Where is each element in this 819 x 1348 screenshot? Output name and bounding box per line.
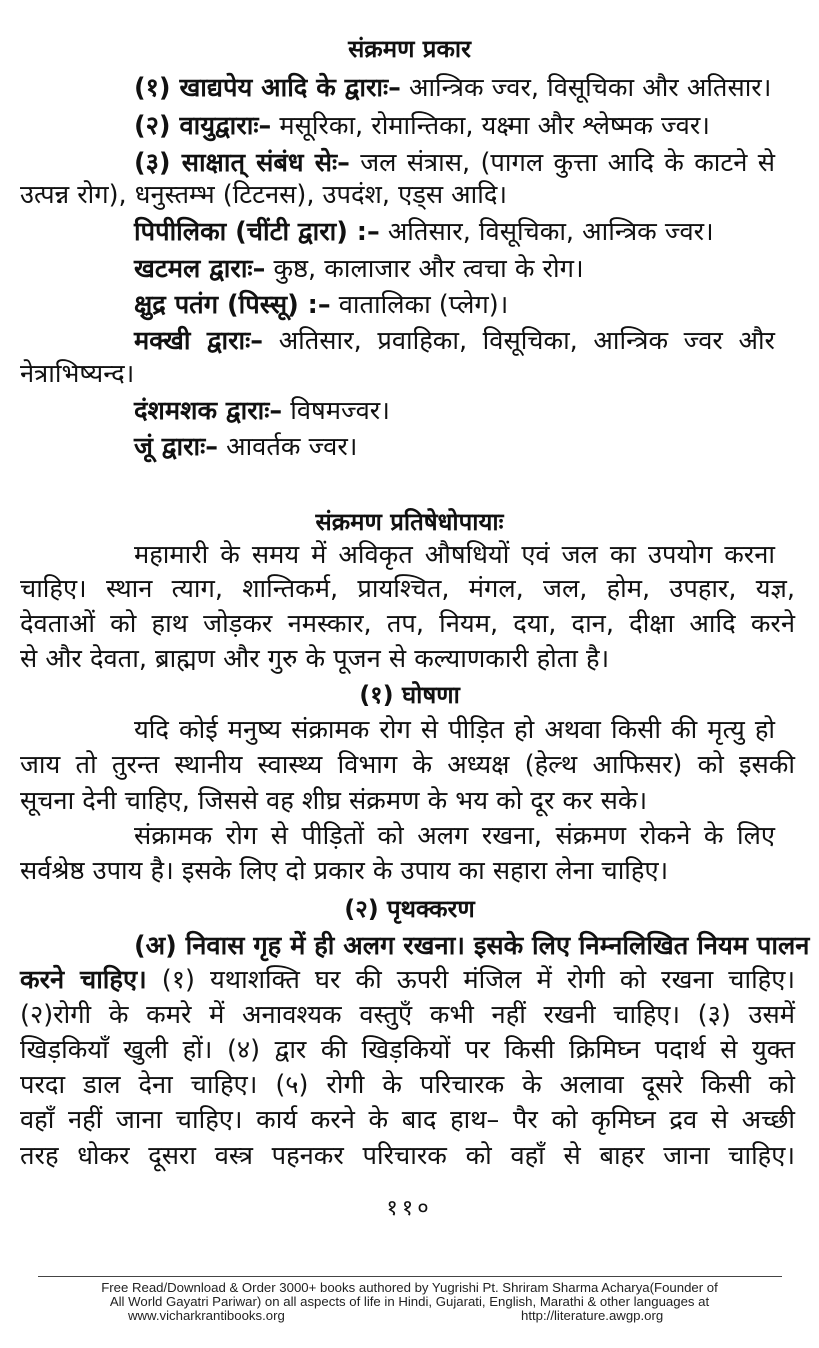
- item-text: जल संत्रास, (पागल कुत्ता आदि के काटने से: [349, 148, 775, 178]
- item-kshudra: [134, 288, 508, 322]
- item-pipilika: [134, 215, 714, 249]
- item-label: पिपीलिका (चींटी द्वारा) :–: [134, 217, 380, 247]
- footer-divider: [38, 1276, 782, 1277]
- item-label: (३) साक्षात् संबंध सेः–: [134, 148, 350, 178]
- heading-sankraman-prakar: संक्रमण प्रकार: [348, 35, 471, 63]
- heading-ghoshna: (१) घोषणा: [359, 681, 460, 709]
- item-khatmal: [134, 252, 584, 286]
- item-label: दंशमशक द्वाराः–: [134, 396, 283, 426]
- para-line: सर्वश्रेष्ठ उपाय है। इसके लिए दो प्रकार के उपाय का सहारा लेना चाहिए।: [20, 856, 669, 886]
- para-line: से और देवता, ब्राह्मण और गुरु के पूजन से कल्याणकारी होता है।: [20, 644, 610, 674]
- heading-pratishedhopaya: संक्रमण प्रतिषेधोपायाः: [315, 508, 504, 536]
- para-line: वहाँ नहीं जाना चाहिए। कार्य करने के बाद हाथ– पैर को कृमिघ्न द्रव से अच्छी: [20, 1105, 795, 1135]
- item-joon: [134, 430, 357, 464]
- item-3-cont: उत्पन्न रोग), धनुस्तम्भ (टिटनस), उपदंश, एड्स आदि।: [20, 180, 508, 210]
- para-line: तरह धोकर दूसरा वस्त्र पहनकर परिचारक को वहाँ से बाहर जाना चाहिए।: [20, 1141, 795, 1171]
- para-line: संक्रामक रोग से पीड़ितों को अलग रखना, संक्रमण रोकने के लिए: [134, 821, 775, 851]
- para-line: सूचना देनी चाहिए, जिससे वह शीघ्र संक्रमण के भय को दूर कर सके।: [20, 786, 648, 816]
- footer-line-1: Free Read/Download & Order 3000+ books authored by Yugrishi Pt. Shriram Sharma Acharya(Founder of: [101, 1280, 718, 1295]
- item-2: [134, 109, 710, 143]
- para-line: खिड़कियाँ खुली हों। (४) द्वार की खिड़कियों पर किसी क्रिमिघ्न पदार्थ से युक्त: [20, 1035, 795, 1065]
- item-text: आवर्तक ज्वर।: [218, 432, 358, 462]
- item-label: क्षुद्र पतंग (पिस्सू) :–: [134, 290, 331, 320]
- para-line: जाय तो तुरन्त स्थानीय स्वास्थ्य विभाग के अध्यक्ष (हेल्थ आफिसर) को इसकी: [20, 750, 795, 780]
- footer-link-vicharkranti[interactable]: www.vicharkrantibooks.org: [128, 1308, 285, 1323]
- item-text: अतिसार, प्रवाहिका, विसूचिका, आन्त्रिक ज्वर और: [263, 326, 775, 356]
- para-line: [20, 963, 795, 997]
- item-text: अतिसार, विसूचिका, आन्त्रिक ज्वर।: [379, 217, 714, 247]
- bold-lead-line: (अ) निवास गृह में ही अलग रखना। इसके लिए निम्नलिखित नियम पालन: [134, 931, 810, 961]
- item-makkhi-cont: नेत्राभिष्यन्द।: [20, 359, 135, 389]
- page-number: ११०: [386, 1196, 433, 1221]
- para-line: देवताओं को हाथ जोड़कर नमस्कार, तप, नियम, दया, दान, दीक्षा आदि करने: [20, 609, 795, 639]
- item-text: विषमज्वर।: [282, 396, 390, 426]
- footer-line-2: All World Gayatri Pariwar) on all aspects of life in Hindi, Gujarati, English, Marathi & other languages at: [109, 1294, 710, 1309]
- item-3: [134, 146, 775, 180]
- para-text: (१) यथाशक्ति घर की ऊपरी मंजिल में रोगी को रखना चाहिए।: [146, 965, 795, 995]
- para-line: महामारी के समय में अविकृत औषधियों एवं जल का उपयोग करना: [134, 540, 775, 570]
- item-text: कुष्ठ, कालाजार और त्वचा के रोग।: [265, 254, 584, 284]
- item-label: मक्खी द्वाराः–: [134, 326, 264, 356]
- para-line: यदि कोई मनुष्य संक्रामक रोग से पीड़ित हो अथवा किसी की मृत्यु हो: [134, 715, 775, 745]
- item-makkhi: [134, 324, 775, 358]
- item-label: (२) वायुद्वाराः–: [134, 111, 272, 141]
- para-line: (२)रोगी के कमरे में अनावश्यक वस्तुएँ कभी नहीं रखनी चाहिए। (३) उसमें: [20, 1000, 795, 1030]
- bold-lead-end: करने चाहिए।: [20, 965, 147, 995]
- item-label: जूं द्वाराः–: [134, 432, 219, 462]
- heading-prithakkaran: (२) पृथक्करण: [344, 895, 475, 923]
- para-line: चाहिए। स्थान त्याग, शान्तिकर्म, प्रायश्चित, मंगल, जल, होम, उपहार, यज्ञ,: [20, 574, 795, 604]
- item-danshmashak: [134, 394, 390, 428]
- item-label: (१) खाद्यपेय आदि के द्वाराः–: [134, 73, 401, 103]
- item-text: मसूरिका, रोमान्तिका, यक्ष्मा और श्लेष्मक ज्वर।: [271, 111, 710, 141]
- item-text: वातालिका (प्लेग)।: [330, 290, 509, 320]
- footer-link-awgp[interactable]: http://literature.awgp.org: [521, 1308, 664, 1323]
- item-label: खटमल द्वाराः–: [134, 254, 266, 284]
- item-1: [134, 71, 771, 105]
- item-text: आन्त्रिक ज्वर, विसूचिका और अतिसार।: [400, 73, 772, 103]
- para-line: परदा डाल देना चाहिए। (५) रोगी के परिचारक के अलावा दूसरे किसी को: [20, 1070, 795, 1100]
